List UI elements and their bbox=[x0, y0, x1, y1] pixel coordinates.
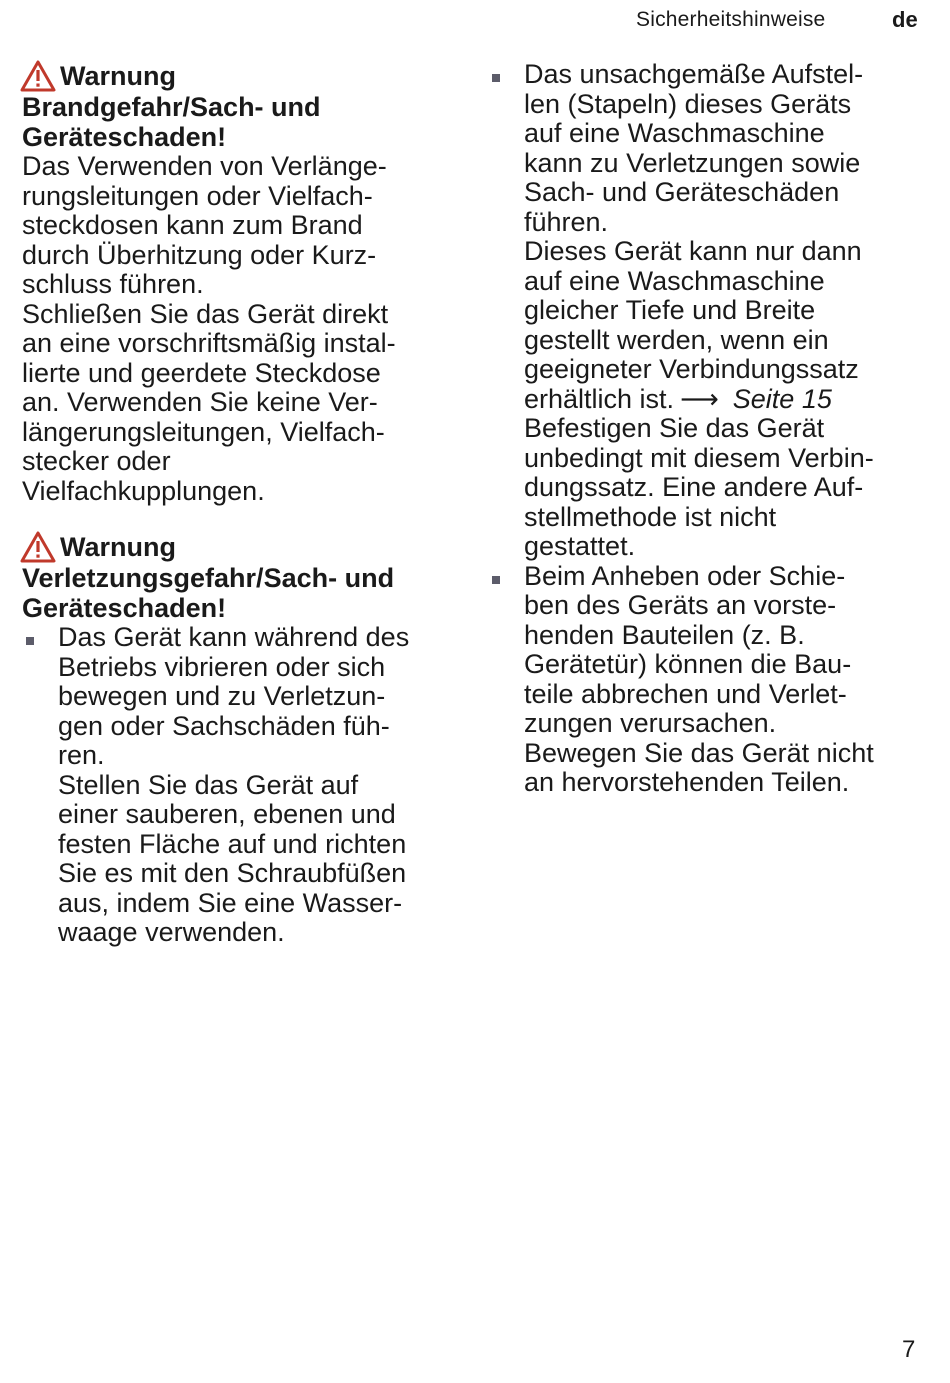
text-line: Dieses Gerät kann nur dann bbox=[524, 236, 862, 266]
warning-title-line: Geräteschaden! bbox=[22, 122, 227, 152]
text-line: rungsleitungen oder Vielfach- bbox=[22, 180, 373, 211]
page-number: 7 bbox=[902, 1336, 916, 1363]
text-line: ben des Geräts an vorste- bbox=[524, 590, 837, 620]
text-line: aus, indem Sie eine Wasser- bbox=[58, 887, 403, 918]
warning-label: Warnung bbox=[60, 61, 176, 91]
text-line: stecker oder bbox=[22, 446, 171, 476]
left-column bbox=[22, 60, 452, 948]
text-line: gleicher Tiefe und Breite bbox=[524, 295, 816, 325]
text-line: durch Überhitzung oder Kurz- bbox=[22, 239, 377, 270]
text-line: an hervorstehenden Teilen. bbox=[524, 767, 850, 797]
right-column bbox=[488, 60, 928, 798]
arrow-right-icon: ⟶ bbox=[680, 383, 719, 414]
text-line: dungssatz. Eine andere Auf- bbox=[524, 472, 864, 502]
text-line: Das Verwenden von Verlänge- bbox=[22, 151, 387, 181]
text-line: henden Bauteilen (z. B. bbox=[524, 619, 805, 650]
text-line: an eine vorschriftsmäßig instal- bbox=[22, 328, 396, 358]
text-line: Befestigen Sie das Gerät bbox=[524, 413, 825, 443]
warning-title-line: Geräteschaden! bbox=[22, 593, 227, 623]
text-line: Das unsachgemäße Aufstel- bbox=[524, 59, 864, 89]
text-line: len (Stapeln) dieses Geräts bbox=[524, 88, 852, 119]
warning-title-line: Brandgefahr/Sach- und bbox=[22, 92, 321, 122]
text-line: gen oder Sachschäden füh- bbox=[58, 710, 390, 741]
cross-reference-line bbox=[524, 385, 928, 415]
bullet-square-icon bbox=[26, 637, 34, 645]
text-line: unbedingt mit diesem Verbin- bbox=[524, 442, 874, 473]
list-item bbox=[488, 562, 928, 798]
warning-triangle-icon bbox=[20, 60, 56, 92]
list-item bbox=[488, 60, 928, 562]
warning-label: Warnung bbox=[60, 532, 176, 562]
text-line: Betriebs vibrieren oder sich bbox=[58, 651, 386, 682]
text-line: waage verwenden. bbox=[58, 917, 285, 947]
text-line: steckdosen kann zum Brand bbox=[22, 210, 363, 240]
running-header-section: Sicherheitshinweise bbox=[636, 8, 826, 31]
bullet-square-icon bbox=[492, 576, 500, 584]
warning-fire-block bbox=[22, 60, 452, 506]
list-item bbox=[22, 623, 452, 948]
text-line: lierte und geerdete Steckdose bbox=[22, 357, 381, 388]
warning-fire-title bbox=[22, 60, 452, 152]
text-line: Das Gerät kann während des bbox=[58, 622, 410, 652]
text-fragment: erhältlich ist. bbox=[524, 383, 675, 414]
text-line: Stellen Sie das Gerät auf bbox=[58, 769, 359, 800]
text-line: stellmethode ist nicht bbox=[524, 501, 777, 532]
text-line: Sie es mit den Schraubfüßen bbox=[58, 858, 407, 888]
text-line: führen. bbox=[524, 206, 609, 237]
text-line: ren. bbox=[58, 740, 105, 770]
text-line: Schließen Sie das Gerät direkt bbox=[22, 298, 389, 329]
text-line: teile abbrechen und Verlet- bbox=[524, 678, 847, 709]
text-line: an. Verwenden Sie keine Ver- bbox=[22, 387, 378, 417]
warning-injury-title bbox=[22, 531, 452, 623]
text-line: auf eine Waschmaschine bbox=[524, 265, 825, 296]
text-line: Bewegen Sie das Gerät nicht bbox=[524, 737, 874, 768]
text-line: gestattet. bbox=[524, 531, 636, 561]
warning-injury-block bbox=[22, 531, 452, 948]
text-line: festen Fläche auf und richten bbox=[58, 828, 407, 859]
text-line: bewegen und zu Verletzun- bbox=[58, 681, 386, 711]
text-line: gestellt werden, wenn ein bbox=[524, 324, 829, 355]
text-line: geeigneter Verbindungssatz bbox=[524, 354, 859, 384]
text-line: einer sauberen, ebenen und bbox=[58, 799, 396, 829]
bullet-square-icon bbox=[492, 74, 500, 82]
text-line: schluss führen. bbox=[22, 269, 204, 299]
running-header-language: de bbox=[892, 7, 918, 32]
text-line: Beim Anheben oder Schie- bbox=[524, 560, 846, 591]
warning-triangle-icon bbox=[20, 531, 56, 563]
text-line: längerungsleitungen, Vielfach- bbox=[22, 416, 385, 447]
warning-title-line: Verletzungsgefahr/Sach- und bbox=[22, 563, 395, 593]
text-line: Sach- und Geräteschäden bbox=[524, 177, 840, 207]
text-line: auf eine Waschmaschine bbox=[524, 118, 825, 148]
page-reference-link[interactable]: Seite 15 bbox=[732, 383, 832, 414]
text-line: kann zu Verletzungen sowie bbox=[524, 147, 861, 178]
text-line: zungen verursachen. bbox=[524, 708, 777, 738]
text-line: Gerätetür) können die Bau- bbox=[524, 649, 852, 679]
warning-fire-body bbox=[22, 152, 452, 506]
text-line: Vielfachkupplungen. bbox=[22, 475, 265, 506]
